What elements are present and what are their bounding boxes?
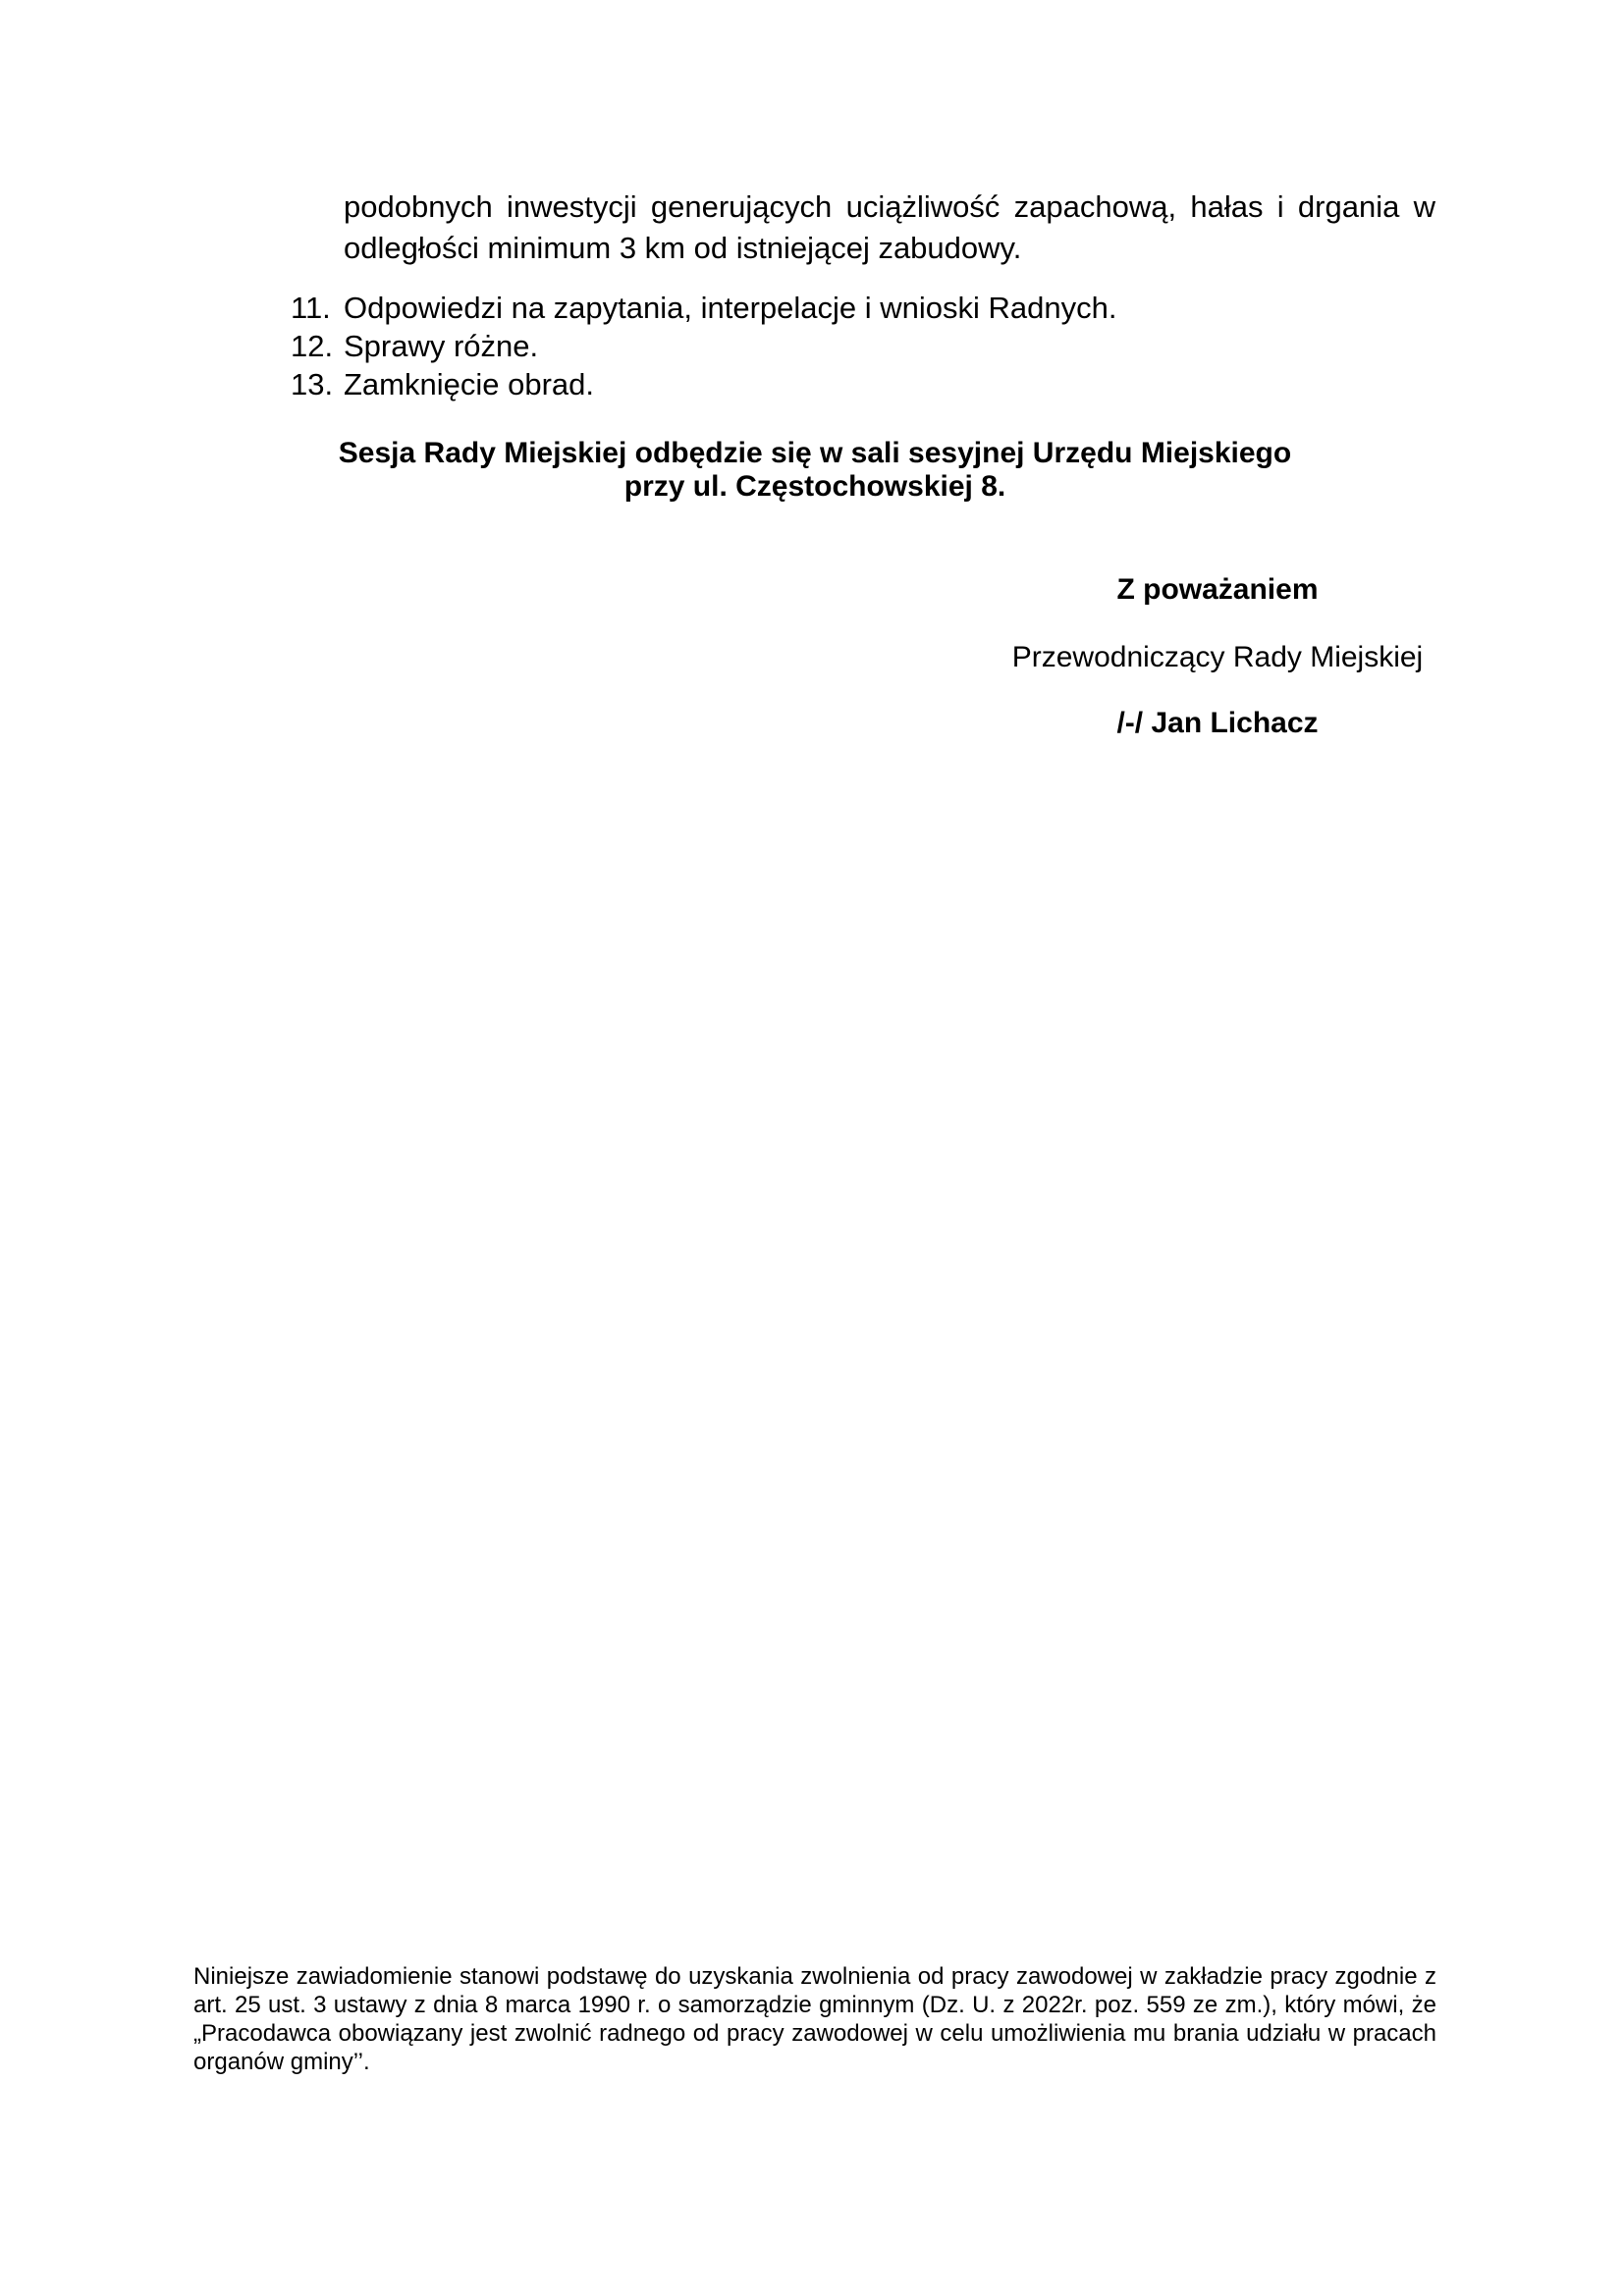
agenda-item-text: Zamknięcie obrad. — [344, 367, 595, 401]
signature-greeting: Z poważaniem — [1116, 573, 1319, 606]
continuation-paragraph: podobnych inwestycji generujących uciążliwość zapachową, hałas i drgania w odległości minimum 3 km od istniejącej zabudowy. — [344, 189, 1435, 265]
session-venue-notice — [245, 437, 1384, 504]
signature-name: /-/ Jan Lichacz — [1116, 707, 1319, 739]
legal-footnote: Niniejsze zawiadomienie stanowi podstawę do uzyskania zwolnienia od pracy zawodowej w zakładzie pracy zgodnie z art. 25 ust. 3 ustawy z dnia 8 marca 1990 r. o samorządzie gminnym (Dz. U. z 2022r. poz. 559 ze zm.), który mówi, że „Pracodawca obowiązany jest zwolnić radnego od pracy zawodowej w celu umożliwienia mu brania udziału w pracach organów gminy’’. — [193, 1963, 1436, 2075]
agenda-item — [291, 365, 1439, 403]
signature-title: Przewodniczący Rady Miejskiej — [1011, 641, 1424, 673]
agenda-item-number: 13. — [291, 367, 334, 401]
agenda-list — [291, 289, 1439, 403]
agenda-item — [291, 327, 1439, 365]
agenda-item — [291, 289, 1439, 327]
venue-line-2: przy ul. Częstochowskiej 8. — [623, 470, 1006, 503]
agenda-item-text: Odpowiedzi na zapytania, interpelacje i wnioski Radnych. — [344, 291, 1117, 325]
agenda-item-text: Sprawy różne. — [344, 329, 539, 363]
venue-line-1: Sesja Rady Miejskiej odbędzie się w sali sesyjnej Urzędu Miejskiego — [338, 437, 1292, 469]
agenda-item-number: 12. — [291, 329, 334, 363]
agenda-item-number: 11. — [291, 291, 331, 325]
